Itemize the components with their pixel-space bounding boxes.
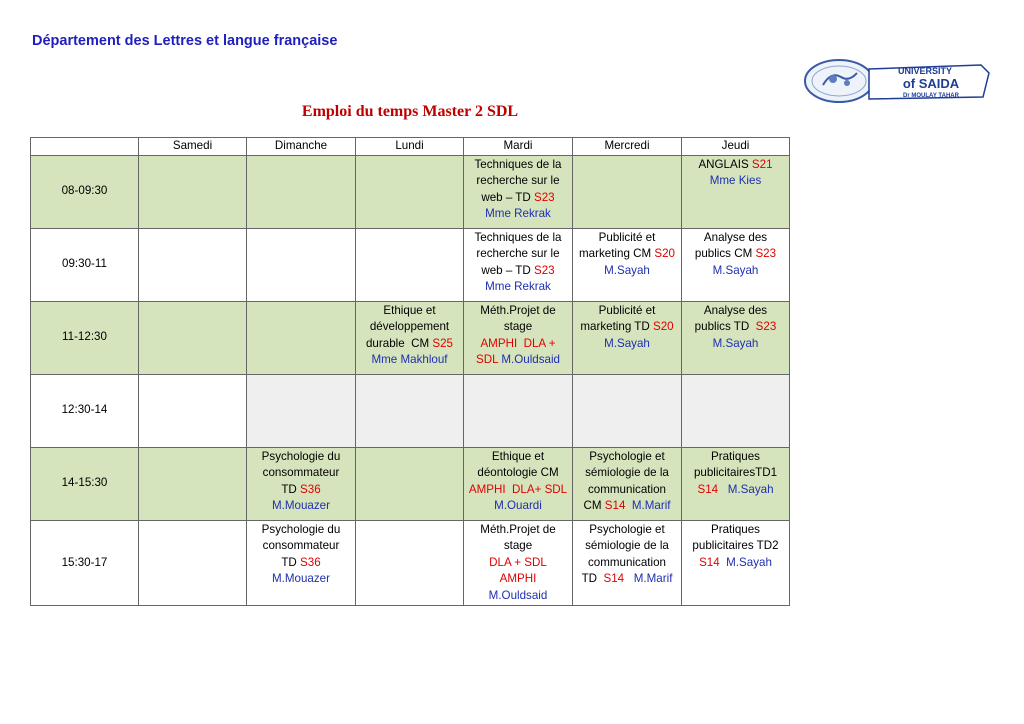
course-line: Publicité et [598,230,656,244]
course-line: M.Ouardi [494,499,542,512]
course-line: sémiologie de la [585,539,669,552]
empty-cell [356,228,464,301]
course-line: Psychologie du [261,522,341,536]
department-heading: Département des Lettres et langue française [32,33,338,49]
course-cell [682,447,790,520]
course-line: stage [503,539,533,552]
course-text: web – TD [481,263,534,277]
course-line: Pratiques [711,522,760,536]
course-text: web – TD [481,190,534,204]
logo-line2: of SAIDA [902,76,960,91]
course-line [466,263,570,280]
course-text: S36 [300,482,321,496]
course-text: TD [281,555,301,569]
course-text: S14 [697,482,719,496]
course-line: M.Mouazer [272,499,330,512]
course-line: publicitaires TD2 [692,539,779,552]
time-slot-label: 12:30-14 [31,374,139,447]
course-line: Techniques de la [474,230,562,244]
empty-cell [247,228,356,301]
course-text: SDL [476,353,502,366]
course-line: Analyse des [703,230,768,244]
course-line [466,352,570,369]
course-line: communication [588,555,666,569]
time-slot-row [31,447,790,520]
course-text: S20 [652,320,674,333]
course-line: Méth.Projet de [480,522,556,536]
course-cell [356,301,464,374]
course-line: Analyse des [703,303,768,317]
empty-cell [247,374,356,447]
course-text: ANGLAIS [698,157,752,171]
course-text: S23 [755,247,777,260]
course-line: M.Ouldsaid [488,588,548,602]
time-slot-row [31,301,790,374]
course-line [358,336,461,353]
course-line: sémiologie de la [585,466,669,479]
course-line: publicitairesTD1 [693,466,778,479]
course-text: S25 [432,336,453,350]
course-line [575,571,679,588]
empty-cell [356,447,464,520]
course-line [684,319,787,336]
course-line [249,482,353,499]
course-line: développement [369,320,450,333]
course-cell [247,520,356,606]
page-title: Emploi du temps Master 2 SDL [301,103,519,120]
empty-cell [139,520,247,606]
empty-cell [139,374,247,447]
course-line [684,246,787,263]
course-text: M.Ouldsaid [501,353,560,366]
course-line: Ethique et [383,303,436,317]
course-text: S14 [604,499,626,512]
empty-cell [139,228,247,301]
empty-cell [139,155,247,228]
course-text: publics CM [694,247,756,260]
time-slot-row [31,228,790,301]
course-line [684,157,787,174]
course-text: TD [581,572,604,585]
course-line: M.Sayah [712,336,759,350]
course-text: S23 [755,320,777,333]
university-logo [803,57,993,105]
course-line [466,190,570,207]
course-line: Mme Rekrak [485,207,551,220]
course-line: Publicité et [598,303,656,317]
empty-cell [247,301,356,374]
course-line: Ethique et [491,449,545,463]
course-line: Mme Makhlouf [371,353,448,366]
course-cell [682,301,790,374]
course-line: AMPHI [499,572,537,585]
time-slot-row [31,155,790,228]
course-cell [682,228,790,301]
course-text: S20 [654,247,676,260]
day-header: Jeudi [682,138,790,156]
course-line: Psychologie du [261,449,341,463]
time-slot-row [31,374,790,447]
course-cell [682,520,790,606]
course-line: AMPHI DLA+ SDL [468,482,568,496]
course-text: S23 [533,263,555,277]
empty-cell [464,374,573,447]
empty-cell [247,155,356,228]
time-slot-label: 14-15:30 [31,447,139,520]
time-slot-label: 08-09:30 [31,155,139,228]
course-text: M.Sayah [718,482,774,496]
course-line: M.Sayah [712,263,759,277]
course-text: CM [583,499,605,512]
course-text: S36 [300,555,321,569]
course-line [684,482,787,499]
day-header: Mardi [464,138,573,156]
logo-line1: UNIVERSITY [897,66,953,76]
course-line: Méth.Projet de [480,303,556,317]
course-line: recherche sur le [476,247,560,260]
course-line: Techniques de la [474,157,562,171]
empty-cell [356,155,464,228]
course-line [684,555,787,572]
course-cell [573,228,682,301]
logo-line3: Dr MOULAY TAHAR [903,93,959,99]
day-header: Dimanche [247,138,356,156]
course-text: M.Marif [625,499,671,512]
course-cell [464,155,573,228]
course-text: TD [281,482,301,496]
course-line: communication [588,482,666,496]
course-line: stage [503,320,533,333]
course-line [249,555,353,572]
course-line: AMPHI DLA + [480,336,556,350]
course-line: consommateur [262,466,340,479]
course-line: déontologie CM [477,466,559,479]
course-text: S14 [699,555,720,569]
course-cell [464,228,573,301]
empty-cell [682,374,790,447]
course-line: Mme Rekrak [485,280,551,293]
course-text: M.Sayah [719,555,772,569]
course-line: recherche sur le [476,174,560,187]
course-text: S21 [751,157,773,171]
course-line: Psychologie et [589,449,665,463]
course-text: marketing TD [580,320,653,333]
course-text: marketing CM [578,247,655,260]
course-line [575,498,679,515]
course-text: S23 [533,190,555,204]
time-slot-label: 09:30-11 [31,228,139,301]
course-line: Pratiques [711,449,760,463]
empty-cell [356,520,464,606]
course-line: M.Sayah [604,263,650,277]
empty-cell [356,374,464,447]
course-cell [573,520,682,606]
day-header: Samedi [139,138,247,156]
header-row [31,138,790,156]
empty-cell [139,447,247,520]
course-cell [682,155,790,228]
course-cell [464,520,573,606]
course-line [575,319,679,336]
course-text: publics TD [694,320,756,333]
day-header: Lundi [356,138,464,156]
course-line: M.Mouazer [272,572,330,585]
course-text: durable CM [365,336,433,350]
course-text: M.Marif [624,572,673,585]
empty-cell [573,155,682,228]
course-cell [464,301,573,374]
empty-cell [139,301,247,374]
empty-cell [573,374,682,447]
course-cell [573,301,682,374]
timetable [30,137,790,606]
time-slot-label: 15:30-17 [31,520,139,606]
course-cell [247,447,356,520]
course-line: Mme Kies [709,174,762,187]
course-line: Psychologie et [589,522,665,536]
course-cell [573,447,682,520]
course-line: consommateur [262,539,340,552]
corner-cell [31,138,139,156]
course-text: S14 [603,572,625,585]
course-line: M.Sayah [604,336,650,350]
time-slot-row [31,520,790,606]
day-header: Mercredi [573,138,682,156]
course-line [575,246,679,263]
time-slot-label: 11-12:30 [31,301,139,374]
course-cell [464,447,573,520]
course-line: DLA + SDL [489,555,547,569]
